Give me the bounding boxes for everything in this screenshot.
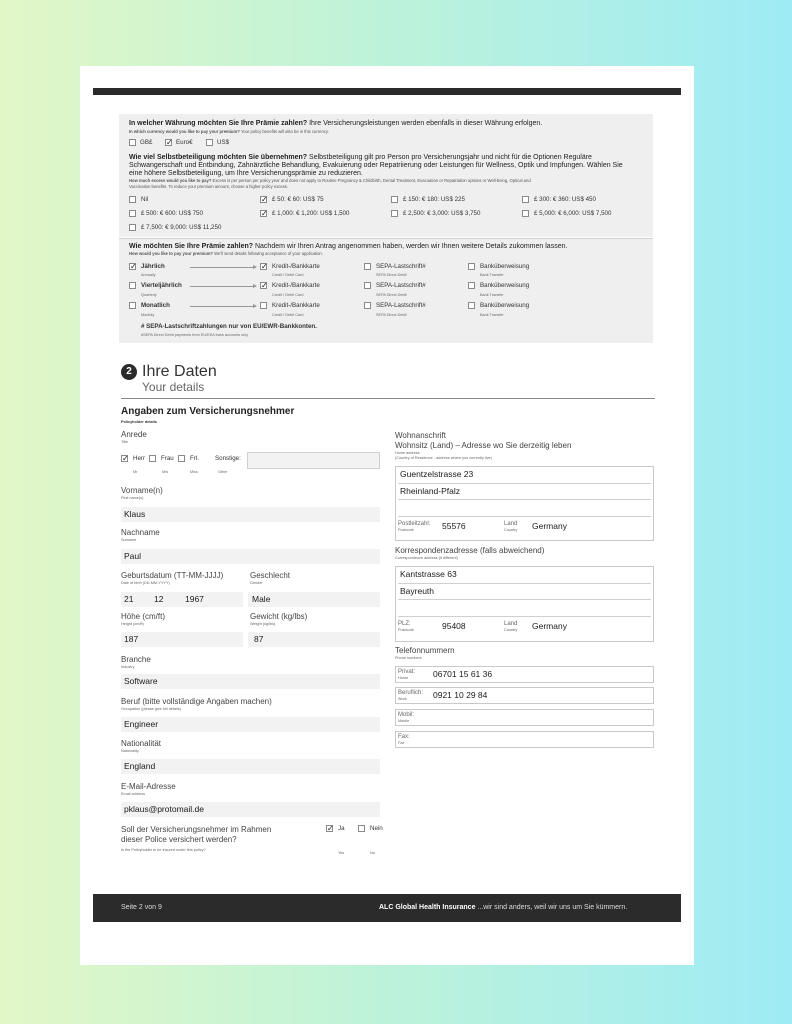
home-address-label-en: Home address xyxy=(395,451,420,455)
card-sub: Credit / Debit Card xyxy=(272,293,304,297)
excess-option-label: £ 500: € 600: US$ 750 xyxy=(141,210,203,217)
home-postcode-value: 55576 xyxy=(442,521,466,531)
divider xyxy=(398,483,651,484)
title-miss-checkbox[interactable] xyxy=(178,455,185,462)
occupation-label-en: Occupation (please give full details) xyxy=(121,707,181,711)
home-line1-value: Guentzelstrasse 23 xyxy=(400,469,474,479)
gender-value: Male xyxy=(252,594,271,604)
title-other-label: Sonstige: xyxy=(215,455,241,462)
policyholder-heading-en: Policyholder details xyxy=(121,420,157,424)
occupation-input[interactable] xyxy=(121,717,380,732)
excess-option-label: £ 300: € 360: US$ 450 xyxy=(534,196,596,203)
sepa-note-en: #SEPA Direct Debit payments from EU/EEA bank accounts only xyxy=(141,333,249,337)
sepa-label: SEPA-Lastschrift# xyxy=(376,263,426,270)
excess-option-label: Nil xyxy=(141,196,149,203)
industry-label: Branche xyxy=(121,655,151,664)
section-subtitle: Your details xyxy=(142,380,205,394)
excess-question-en: How much excess would you like to pay? Excess is per person per policy year and does not apply to Routine Pregnancy & Childbirth, Dental Treatment, Evacuation or Repatriation options or Well-being, Optical and xyxy=(129,178,531,183)
first-name-label-en: First name(s) xyxy=(121,496,144,500)
title-mr-label: Herr xyxy=(133,455,146,462)
home-address-label-en-2: (Country of Residence - address where you currently live) xyxy=(395,456,492,460)
excess-option-checkbox[interactable] xyxy=(129,224,136,231)
excess-text-3: eine höhere Selbstbeteiligung, um Ihre Versicherungsprämie zu reduzieren. xyxy=(129,170,363,177)
sepa-note: # SEPA-Lastschriftzahlungen nur von EU/EWR-Bankkonten. xyxy=(141,323,317,330)
currency-gbp-label: GB£ xyxy=(140,139,153,146)
phone-fax-label-en: Fax xyxy=(398,741,405,745)
excess-option-checkbox[interactable] xyxy=(260,210,267,217)
height-label: Höhe (cm/ft) xyxy=(121,612,166,621)
industry-input[interactable] xyxy=(121,674,380,689)
sepa-label: SEPA-Lastschrift# xyxy=(376,302,426,309)
footer-page-number: Seite 2 von 9 xyxy=(121,904,162,911)
divider xyxy=(398,499,651,500)
section-number-badge: 2 xyxy=(121,364,137,380)
excess-option-label: £ 1,000: € 1,200: US$ 1,500 xyxy=(272,210,350,217)
card-label: Kredit-/Bankkarte xyxy=(272,263,320,270)
bank-sub: Bank Transfer xyxy=(480,293,504,297)
excess-option-label: £ 5,000: € 6,000: US$ 7,500 xyxy=(534,210,612,217)
dob-day-value: 21 xyxy=(124,594,134,604)
title-label-en: Title xyxy=(121,440,129,444)
bank-label: Banküberweisung xyxy=(480,282,530,289)
arrow-icon xyxy=(190,267,256,268)
frequency-sub: Quarterly xyxy=(141,293,157,297)
divider xyxy=(398,583,651,584)
excess-option-checkbox[interactable] xyxy=(129,196,136,203)
weight-input[interactable] xyxy=(248,632,380,647)
card-label: Kredit-/Bankkarte xyxy=(272,302,320,309)
title-other-input[interactable] xyxy=(247,452,380,469)
home-country-label: Land xyxy=(504,521,518,527)
payment-divider xyxy=(119,238,653,239)
corr-postcode-value: 95408 xyxy=(442,621,466,631)
section-title: Ihre Daten xyxy=(142,363,217,380)
corr-line1-value: Kantstrasse 63 xyxy=(400,569,457,579)
title-miss-label: Frl. xyxy=(190,455,199,462)
phone-label: Telefonnummern xyxy=(395,646,455,655)
home-country-label-en: Country xyxy=(504,528,518,532)
bank-transfer-checkbox[interactable] xyxy=(468,302,475,309)
industry-label-en: Industry xyxy=(121,665,135,669)
phone-private-label: Privat: xyxy=(398,669,416,675)
sepa-label: SEPA-Lastschrift# xyxy=(376,282,426,289)
currency-usd-checkbox[interactable] xyxy=(206,139,213,146)
card-checkbox[interactable] xyxy=(260,302,267,309)
email-value: pklaus@protomail.de xyxy=(124,804,204,814)
height-label-en: Height (cm/ft) xyxy=(121,622,144,626)
weight-label-en: Weight (kg/lbs) xyxy=(250,622,276,626)
surname-value: Paul xyxy=(124,551,142,561)
corr-line2-value: Bayreuth xyxy=(400,586,435,596)
sepa-checkbox[interactable] xyxy=(364,302,371,309)
footer-brand: ALC Global Health Insurance ...wir sind anders, weil wir uns um Sie kümmern. xyxy=(379,904,628,911)
policyholder-heading: Angaben zum Versicherungsnehmer xyxy=(121,406,295,417)
insured-no-sub: No xyxy=(370,851,375,855)
divider xyxy=(398,616,651,617)
weight-value: 87 xyxy=(254,634,264,644)
first-name-value: Klaus xyxy=(124,509,146,519)
title-label: Anrede xyxy=(121,430,147,439)
gender-label: Geschlecht xyxy=(250,571,291,580)
nationality-value: England xyxy=(124,761,156,771)
corr-country-label: Land xyxy=(504,621,518,627)
arrow-icon xyxy=(190,306,256,307)
title-miss-sub: Miss xyxy=(190,470,198,474)
dob-month-value: 12 xyxy=(154,594,164,604)
arrow-icon xyxy=(190,286,256,287)
frequency-label: Monatlich xyxy=(141,302,170,309)
excess-option-checkbox[interactable] xyxy=(391,210,398,217)
frequency-sub: Monthly xyxy=(141,313,155,317)
phone-private-value: 06701 15 61 36 xyxy=(433,669,493,679)
title-mrs-label: Frau xyxy=(161,455,174,462)
frequency-sub: Annually xyxy=(141,273,156,277)
divider xyxy=(398,599,651,600)
frequency-label: Vierteljährlich xyxy=(141,282,182,289)
insured-no-checkbox[interactable] xyxy=(358,825,365,832)
card-sub: Credit / Debit Card xyxy=(272,273,304,277)
corr-country-value: Germany xyxy=(532,621,567,631)
currency-question: In welcher Währung möchten Sie Ihre Prämie zahlen? Ihre Versicherungsleistungen werden ebenfalls in dieser Währung erfolgen. xyxy=(129,120,543,127)
frequency-annually-checkbox[interactable] xyxy=(129,263,136,270)
sepa-sub: SEPA Direct Debit xyxy=(376,273,407,277)
excess-option-checkbox[interactable] xyxy=(522,196,529,203)
sepa-sub: SEPA Direct Debit xyxy=(376,313,407,317)
first-name-input[interactable] xyxy=(121,507,380,522)
bank-sub: Bank Transfer xyxy=(480,313,504,317)
phone-work-label-en: Work xyxy=(398,697,407,701)
home-address-label: Wohnanschrift xyxy=(395,431,446,440)
first-name-label: Vorname(n) xyxy=(121,486,163,495)
payment-question: Wie möchten Sie Ihre Prämie zahlen? Nachdem wir Ihren Antrag angenommen haben, werden wir Ihnen weitere Details zukommen lassen. xyxy=(129,243,568,250)
surname-input[interactable] xyxy=(121,549,380,564)
card-checkbox[interactable] xyxy=(260,282,267,289)
insured-yes-label: Ja xyxy=(338,825,345,832)
bank-sub: Bank Transfer xyxy=(480,273,504,277)
excess-option-label: £ 2,500: € 3,000: US$ 3,750 xyxy=(403,210,481,217)
phone-mobile-label: Mobil: xyxy=(398,712,415,718)
home-address-label-2: Wohnsitz (Land) – Adresse wo Sie derzeitig leben xyxy=(395,441,572,450)
sepa-sub: SEPA Direct Debit xyxy=(376,293,407,297)
phone-work-label: Beruflich: xyxy=(398,690,424,696)
phone-work-value: 0921 10 29 84 xyxy=(433,690,488,700)
title-mrs-sub: Mrs xyxy=(162,470,169,474)
currency-eur-label: Euro€ xyxy=(176,139,193,146)
corr-country-label-en: Country xyxy=(504,628,518,632)
surname-label: Nachname xyxy=(121,528,160,537)
occupation-label: Beruf (bitte vollständige Angaben machen) xyxy=(121,697,272,706)
title-other-sub: Other xyxy=(218,470,228,474)
nationality-label-en: Nationality xyxy=(121,749,139,753)
home-country-value: Germany xyxy=(532,521,567,531)
home-line2-value: Rheinland-Pfalz xyxy=(400,486,461,496)
home-postcode-label: Postleitzahl: xyxy=(398,521,431,527)
excess-option-label: £ 50: € 60: US$ 75 xyxy=(272,196,324,203)
excess-option-checkbox[interactable] xyxy=(129,210,136,217)
currency-eur-checkbox[interactable] xyxy=(165,139,172,146)
top-rule xyxy=(93,88,681,95)
height-value: 187 xyxy=(124,634,139,644)
weight-label: Gewicht (kg/lbs) xyxy=(250,612,308,621)
nationality-label: Nationalität xyxy=(121,739,162,748)
excess-option-checkbox[interactable] xyxy=(522,210,529,217)
excess-text-2: Schwangerschaft und Entbindung, Zahnärztliche Behandlung, Evakuierung oder Repatriierung oder Leistungen für Wellness, Optik und Impfungen. Wählen Sie xyxy=(129,162,623,169)
sepa-checkbox[interactable] xyxy=(364,282,371,289)
form-page xyxy=(80,66,694,965)
insured-question-en: Is the Policyholder to be insured under this policy? xyxy=(121,848,206,852)
card-checkbox[interactable] xyxy=(260,263,267,270)
phone-private-label-en: Home xyxy=(398,676,409,680)
card-label: Kredit-/Bankkarte xyxy=(272,282,320,289)
excess-option-label: £ 150: € 180: US$ 225 xyxy=(403,196,465,203)
frequency-label: Jährlich xyxy=(141,263,165,270)
phone-mobile-input[interactable] xyxy=(395,709,654,726)
phone-fax-label: Fax: xyxy=(398,734,410,740)
dob-input[interactable] xyxy=(121,592,243,607)
sepa-checkbox[interactable] xyxy=(364,263,371,270)
bank-label: Banküberweisung xyxy=(480,302,530,309)
insured-question-1: Soll der Versicherungsnehmer im Rahmen xyxy=(121,825,272,834)
home-postcode-label-en: Postcode xyxy=(398,528,414,532)
title-mr-sub: Mr xyxy=(133,470,138,474)
height-input[interactable] xyxy=(121,632,243,647)
phone-mobile-label-en: Mobile xyxy=(398,719,410,723)
divider xyxy=(398,516,651,517)
phone-label-en: Phone numbers xyxy=(395,656,422,660)
currency-usd-label: US$ xyxy=(217,139,230,146)
excess-option-checkbox[interactable] xyxy=(260,196,267,203)
insured-question-2: dieser Police versichert werden? xyxy=(121,835,237,844)
dob-label-en: Date of birth (DD-MM-YYYY) xyxy=(121,581,170,585)
corr-address-label-en: Correspondence address (if different) xyxy=(395,556,458,560)
title-mrs-checkbox[interactable] xyxy=(149,455,156,462)
bank-transfer-checkbox[interactable] xyxy=(468,282,475,289)
email-label-en: Email address xyxy=(121,792,146,796)
bank-label: Banküberweisung xyxy=(480,263,530,270)
email-label: E-Mail-Adresse xyxy=(121,782,176,791)
insured-no-label: Nein xyxy=(370,825,383,832)
currency-gbp-checkbox[interactable] xyxy=(129,139,136,146)
section-rule xyxy=(121,398,655,399)
phone-fax-input[interactable] xyxy=(395,731,654,748)
occupation-value: Engineer xyxy=(124,719,159,729)
title-mr-checkbox[interactable] xyxy=(121,455,128,462)
payment-question-en: How would you like to pay your premium? We'll send details following acceptance of your application. xyxy=(129,251,323,256)
excess-option-checkbox[interactable] xyxy=(391,196,398,203)
excess-text-en-2: Vaccination benefits. To reduce your premium amount, choose a higher policy excess. xyxy=(129,184,289,189)
dob-label: Geburtsdatum (TT-MM-JJJJ) xyxy=(121,571,224,580)
corr-address-label: Korrespondenzadresse (falls abweichend) xyxy=(395,546,545,555)
surname-label-en: Surname xyxy=(121,538,137,542)
currency-question-en: In which currency would you like to pay your premium? Your policy benefits will also be in this currency. xyxy=(129,129,329,134)
insured-yes-checkbox[interactable] xyxy=(326,825,333,832)
industry-value: Software xyxy=(124,676,158,686)
excess-option-label: £ 7,500: € 9,000: US$ 11,250 xyxy=(141,224,222,231)
excess-question: Wie viel Selbstbeteiligung möchten Sie übernehmen? Selbstbeteiligung gilt pro Person pro Versicherungsjahr und nicht für die Optionen Reguläre xyxy=(129,154,592,161)
nationality-input[interactable] xyxy=(121,759,380,774)
frequency-monthly-checkbox[interactable] xyxy=(129,302,136,309)
card-sub: Credit / Debit Card xyxy=(272,313,304,317)
dob-year-value: 1967 xyxy=(185,594,204,604)
bank-transfer-checkbox[interactable] xyxy=(468,263,475,270)
corr-plz-label: PLZ: xyxy=(398,621,411,627)
insured-yes-sub: Yes xyxy=(338,851,345,855)
frequency-quarterly-checkbox[interactable] xyxy=(129,282,136,289)
gender-label-en: Gender xyxy=(250,581,263,585)
corr-postcode-label-en: Postcode xyxy=(398,628,414,632)
